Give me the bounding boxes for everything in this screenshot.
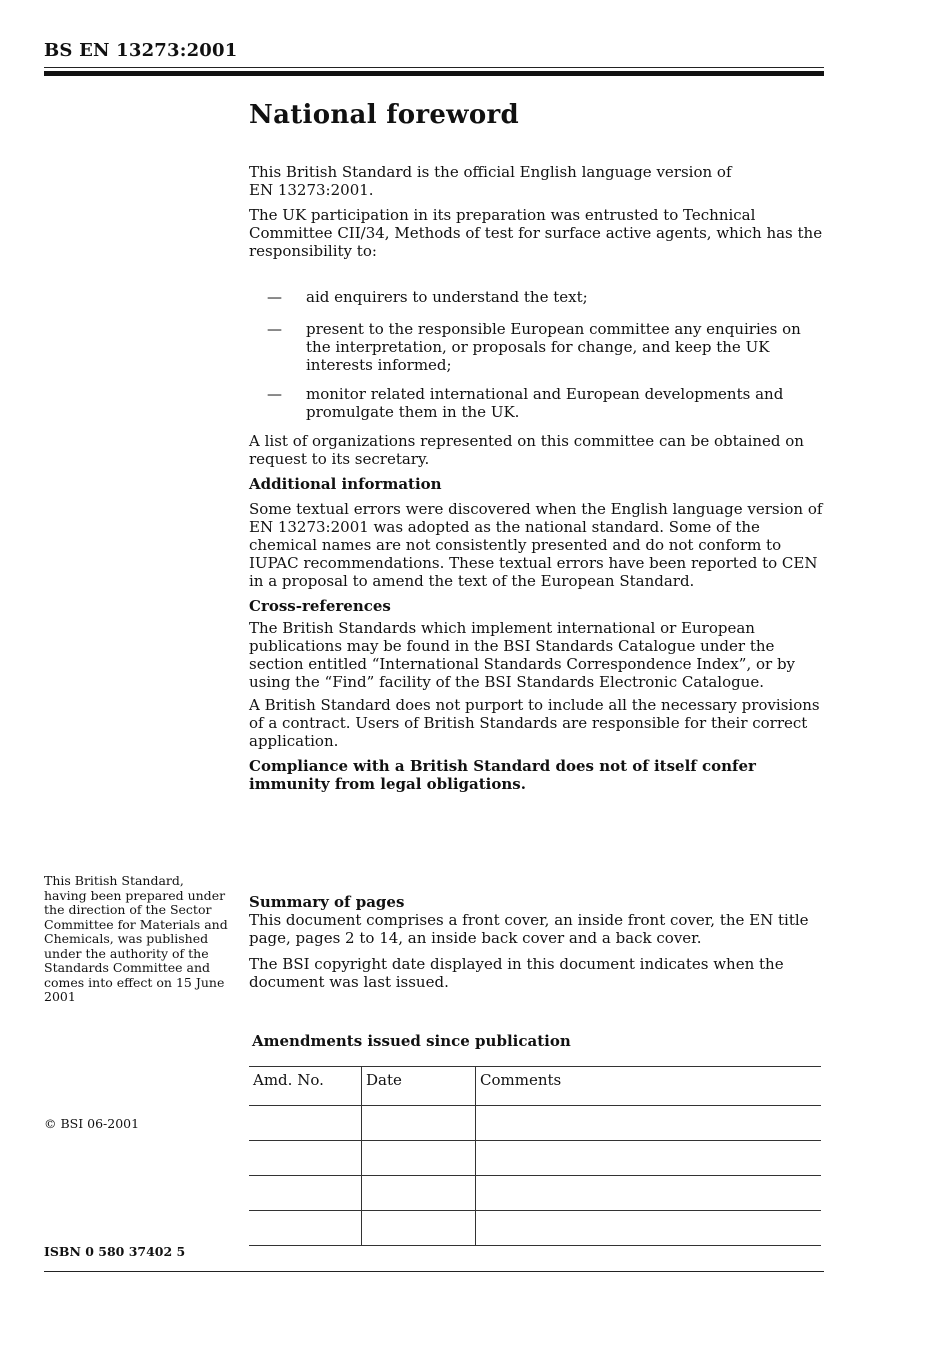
table-cell bbox=[362, 1176, 476, 1211]
table-cell bbox=[476, 1211, 822, 1246]
intro-paragraph-1: This British Standard is the official English language version of EN 13273:2001. bbox=[249, 163, 732, 199]
summary-text-2: The BSI copyright date displayed in this document indicates when the document was last issued. bbox=[249, 955, 784, 991]
document-id: BS EN 13273:2001 bbox=[44, 40, 238, 61]
table-cell bbox=[249, 1176, 362, 1211]
summary-section bbox=[249, 893, 823, 991]
responsibilities-list bbox=[249, 288, 823, 430]
list-item-text: present to the responsible European committee any enquiries on the interpretation, or proposals for change, and keep the UK interests informed; bbox=[306, 320, 801, 374]
table-cell bbox=[362, 1211, 476, 1246]
summary-heading: Summary of pages bbox=[249, 893, 405, 911]
compliance-statement: Compliance with a British Standard does not of itself confer immunity from legal obligations. bbox=[249, 757, 756, 793]
table-cell bbox=[249, 1211, 362, 1246]
list-item bbox=[249, 288, 823, 306]
list-item-text: aid enquirers to understand the text; bbox=[306, 288, 588, 306]
table-cell bbox=[249, 1106, 362, 1141]
header-rule-thin bbox=[44, 67, 824, 68]
cross-references-text-1: The British Standards which implement international or European publications may be found in the BSI Standards Catalogue under the section entitled “International Standards Correspondence Index”, or by using the “Find” facility of the BSI Standards Electronic Catalogue. bbox=[249, 619, 796, 691]
column-header-comments: Comments bbox=[476, 1067, 822, 1106]
list-item bbox=[249, 320, 823, 374]
cross-references-heading: Cross-references bbox=[249, 597, 391, 615]
summary-text-1: This document comprises a front cover, an inside front cover, the EN title page, pages 2 to 14, an inside back cover and a back cover. bbox=[249, 911, 809, 947]
table-row bbox=[249, 1106, 821, 1141]
table-cell bbox=[362, 1106, 476, 1141]
column-header-date: Date bbox=[362, 1067, 476, 1106]
list-item bbox=[249, 385, 823, 421]
amendments-title: Amendments issued since publication bbox=[252, 1032, 571, 1050]
list-item-text: monitor related international and European developments and promulgate them in the UK. bbox=[306, 385, 784, 421]
intro-section bbox=[249, 163, 823, 260]
copyright: © BSI 06-2001 bbox=[44, 1116, 140, 1131]
committee-note: A list of organizations represented on this committee can be obtained on request to its secretary. bbox=[249, 432, 804, 468]
isbn: ISBN 0 580 37402 5 bbox=[44, 1244, 186, 1259]
header-rule-thick bbox=[44, 71, 824, 76]
bullet-dash: — bbox=[267, 385, 282, 403]
table-cell bbox=[476, 1176, 822, 1211]
footer-rule bbox=[44, 1271, 824, 1272]
table-row bbox=[249, 1141, 821, 1176]
table-row bbox=[249, 1211, 821, 1246]
body-section bbox=[249, 432, 823, 793]
column-header-amd-no: Amd. No. bbox=[249, 1067, 362, 1106]
table-row bbox=[249, 1176, 821, 1211]
table-cell bbox=[476, 1106, 822, 1141]
page-title: National foreword bbox=[249, 100, 519, 130]
additional-info-text: Some textual errors were discovered when the English language version of EN 13273:2001 was adopted as the national standard. Some of the chemical names are not consistently presented and do not conform to IUPAC recommendations. These textual errors have been reported to CEN in a proposal to amend the text of the European Standard. bbox=[249, 500, 823, 590]
effect-note: This British Standard, having been prepared under the direction of the Sector Committee for Materials and Chemicals, was published under the authority of the Standards Committee and comes into effect on 15 June 2001 bbox=[44, 873, 228, 1004]
bullet-dash: — bbox=[267, 288, 282, 306]
additional-info-heading: Additional information bbox=[249, 475, 442, 493]
bullet-dash: — bbox=[267, 320, 282, 338]
table-cell bbox=[249, 1141, 362, 1176]
table-header-row bbox=[249, 1067, 821, 1106]
amendments-table bbox=[249, 1066, 821, 1246]
table-cell bbox=[362, 1141, 476, 1176]
table-cell bbox=[476, 1141, 822, 1176]
cross-references-text-2: A British Standard does not purport to include all the necessary provisions of a contract. Users of British Standards are responsible for their correct application. bbox=[249, 696, 820, 750]
intro-paragraph-2: The UK participation in its preparation was entrusted to Technical Committee CII/34, Methods of test for surface active agents, which has the responsibility to: bbox=[249, 206, 823, 260]
